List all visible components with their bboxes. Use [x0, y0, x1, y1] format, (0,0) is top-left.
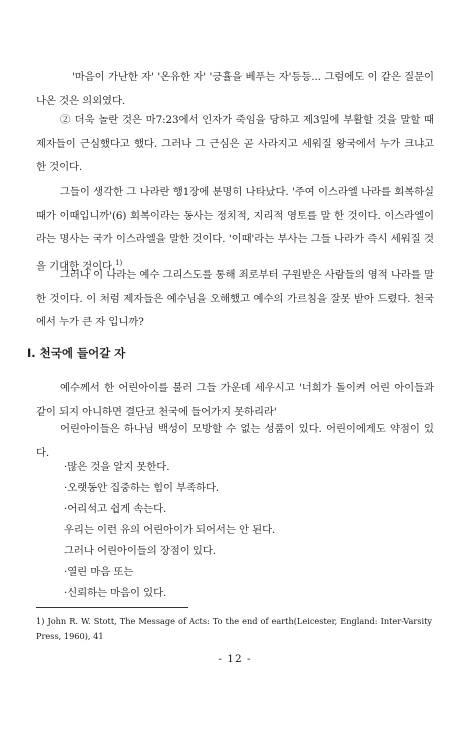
paragraph-2: ② 더욱 놀란 것은 마7:23에서 인자가 죽임을 당하고 제3일에 부활할 것을 말할 때 제자들이 근심했다고 했다. 그러나 그 근심은 곧 사라지고 세워질 왕국에서 누가 크냐고 한 것이다.: [36, 114, 434, 173]
footnote-reference: 1): [115, 258, 123, 267]
paragraph-1: '마음이 가난한 자' '온유한 자' '긍휼을 베푸는 자'등등... 그럼에도 이 같은 질문이 나온 것은 의외였다.: [36, 71, 434, 107]
list-item: ·오랫동안 집중하는 힘이 부족하다.: [64, 482, 220, 494]
paragraph-5: 예수께서 한 어린아이를 불러 그들 가운데 세우시고 '너희가 돌이켜 어린 아이들과 같이 되지 아니하면 결단코 천국에 들어가지 못하리라': [36, 382, 434, 418]
body-line: 그러나 어린아이들의 장점이 있다.: [64, 545, 216, 557]
list-item: ·신뢰하는 마음이 있다.: [64, 587, 167, 599]
page-number: - 12 -: [218, 653, 252, 665]
list-item: ·어리석고 쉽게 속는다.: [64, 503, 167, 515]
list-item: ·열린 마음 또는: [64, 566, 134, 578]
section-heading: Ⅰ. 천국에 들어갈 자: [27, 346, 126, 360]
paragraph-6: 어린아이들은 하나님 백성이 모방할 수 없는 성품이 있다. 어린이에게도 약점이 있다.: [36, 423, 434, 459]
paragraph-4: 그러나 이 나라는 예수 그리스도를 통해 죄로부터 구원받은 사람들의 영적 나라를 말한 것이다. 이 처럼 제자들은 예수님을 오해했고 예수의 가르침을 잘못 받아 드렸다. 천국에서 누가 큰 자 입니까?: [36, 269, 434, 328]
footnote: 1) John R. W. Stott, The Message of Acts: To the end of earth(Leicester, England: Inter-Varsity Press, 1960), 41: [36, 616, 432, 641]
footnote-divider: [36, 607, 188, 608]
list-item: ·많은 것을 알지 못한다.: [64, 461, 170, 473]
paragraph-3-text: 그들이 생각한 그 나라란 행1장에 분명히 나타났다. '주여 이스라엘 나라를 회복하실 때가 이때입니까'(6) 회복이라는 동사는 정치적, 지리적 영토를 말 한 것이다. 이스라엘이라는 명사는 국가 이스라엘을 말한 것이다. '이때'라는 부사는 그들 나라가 즉시 세워질 것을 기대한 것이다.: [36, 186, 434, 272]
body-line: 우리는 이런 유의 어린아이가 되어서는 안 된다.: [64, 524, 276, 536]
